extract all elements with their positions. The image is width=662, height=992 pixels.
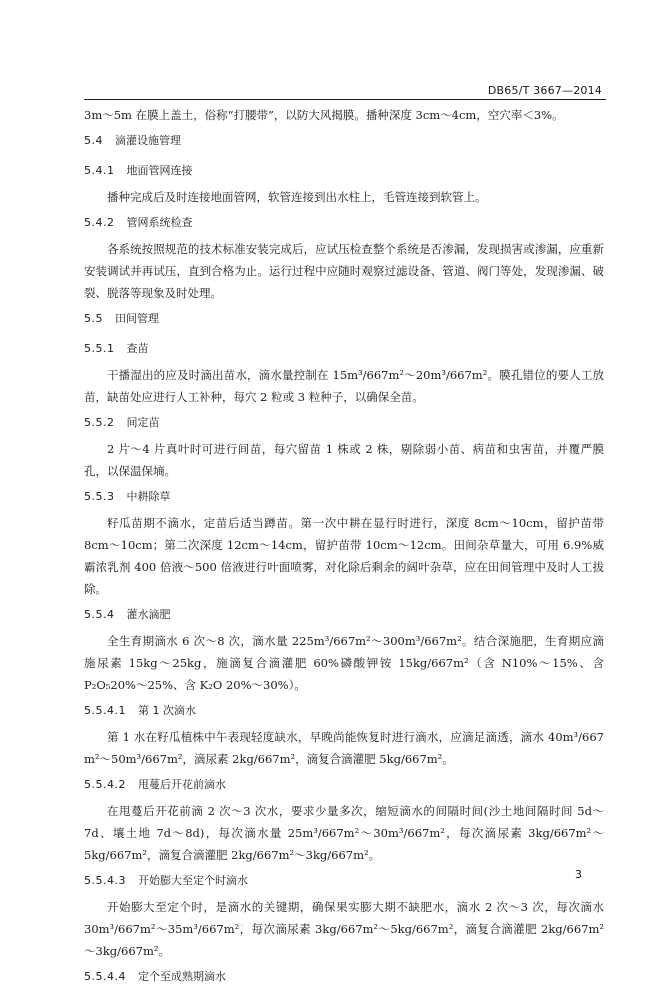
section-title: 灌水滴肥 [126, 608, 171, 621]
section-title: 查苗 [126, 342, 149, 355]
section-number: 5.5.4.3 [84, 874, 126, 887]
section-number: 5.4.2 [84, 216, 115, 229]
header-rule [84, 99, 606, 100]
body-paragraph: 籽瓜苗期不滴水，定苗后适当蹲苗。第一次中耕在显行时进行，深度 8cm～10cm，留护苗带 8cm～10cm；第二次深度 12cm～14cm，留护苗带 10cm～12cm。田间杂草量大，可用 6.9%威霸浓乳剂 400 倍液～500 倍液进行叶面喷雾，对化除后剩余的阔叶杂草，应在田间管理中及时人工拔除。 [84, 516, 604, 596]
section-heading [84, 774, 604, 796]
section-number: 5.4.1 [84, 164, 115, 177]
section-title: 田间管理 [115, 312, 159, 325]
body-paragraph: 第 1 水在籽瓜植株中午表现轻度缺水，早晚尚能恢复时进行滴水，应滴足滴透，滴水 40m³/667 m²～50m³/667m²，滴尿素 2kg/667m²，滴复合滴灌肥 5kg/667m²。 [84, 730, 604, 766]
section-number: 5.5.2 [84, 416, 115, 429]
body-paragraph: 全生育期滴水 6 次～8 次，滴水量 225m³/667m²～300m³/667m²。结合深施肥，生育期应滴施尿素 15kg～25kg，施滴复合滴灌肥 60%磷酸钾铵 15kg/667m²（含 N10%～15%、含 P₂O₅20%～25%、含 K₂O 20%～30%）。 [84, 634, 604, 692]
section-number: 5.5.4.4 [84, 970, 126, 983]
body-paragraph: 3m～5m 在膜上盖土，俗称“打腰带”，以防大风揭膜。播种深度 3cm～4cm，空穴率＜3%。 [84, 108, 564, 122]
section-heading [84, 338, 604, 360]
section-title: 地面管网连接 [126, 164, 193, 177]
section-heading [84, 486, 604, 508]
page-number: 3 [575, 868, 582, 881]
section-title: 中耕除草 [126, 490, 171, 503]
section-heading [84, 308, 604, 330]
section-heading [84, 160, 604, 182]
section-number: 5.4 [84, 134, 103, 147]
body-paragraph: 在甩蔓后开花前滴 2 次～3 次水，要求少量多次，缩短滴水的间隔时间(沙土地间隔时间 5d～7d、壤土地 7d～8d)，每次滴水量 25m³/667m²～30m³/667m²，每次滴尿素 3kg/667m²～5kg/667m²，滴复合滴灌肥 2kg/667m²～3kg/667m²。 [84, 804, 604, 862]
section-number: 5.5.3 [84, 490, 115, 503]
body-paragraph: 开始膨大至定个时，是滴水的关键期，确保果实膨大期不缺肥水，滴水 2 次～3 次，每次滴水 30m³/667m²～35m³/667m²，每次滴尿素 3kg/667m²～5kg/667m²，滴复合滴灌肥 2kg/667m²～3kg/667m²。 [84, 900, 604, 958]
section-heading [84, 604, 604, 626]
standard-code: DB65/T 3667—2014 [487, 84, 602, 97]
section-heading [84, 130, 604, 152]
section-heading [84, 700, 604, 722]
section-heading [84, 212, 604, 234]
body-paragraph: 2 片～4 片真叶时可进行间苗，每穴留苗 1 株或 2 株，剔除弱小苗、病苗和虫害苗，并覆严膜孔，以保温保墒。 [84, 442, 604, 478]
section-heading [84, 870, 604, 892]
section-number: 5.5.4 [84, 608, 115, 621]
body-paragraph: 各系统按照规范的技术标准安装完成后，应试压检查整个系统是否渗漏，发现损害或渗漏，应重新安装调试并再试压，直到合格为止。运行过程中应随时观察过滤设备、管道、阀门等处，发现渗漏、破裂、脱落等现象及时处理。 [84, 242, 604, 300]
body-paragraph: 干播湿出的应及时滴出苗水，滴水量控制在 15m³/667m²～20m³/667m²。膜孔错位的要人工放苗，缺苗处应进行人工补种，每穴 2 粒或 3 粒种子，以确保全苗。 [84, 368, 604, 404]
section-number: 5.5.4.1 [84, 704, 126, 717]
section-title: 管网系统检查 [126, 216, 193, 229]
section-title: 滴灌设施管理 [115, 134, 181, 147]
section-title: 定个至成熟期滴水 [137, 970, 226, 983]
section-heading [84, 412, 604, 434]
section-number: 5.5 [84, 312, 103, 325]
section-title: 开始膨大至定个时滴水 [137, 874, 248, 887]
body-paragraph: 播种完成后及时连接地面管网，软管连接到出水柱上，毛管连接到软管上。 [107, 190, 487, 204]
section-title: 甩蔓后开花前滴水 [137, 778, 226, 791]
section-title: 第 1 次滴水 [137, 704, 196, 717]
section-title: 间定苗 [126, 416, 160, 429]
scan-artifact [238, 922, 278, 928]
section-number: 5.5.4.2 [84, 778, 126, 791]
section-heading [84, 966, 604, 988]
document-body [84, 104, 604, 992]
section-number: 5.5.1 [84, 342, 115, 355]
